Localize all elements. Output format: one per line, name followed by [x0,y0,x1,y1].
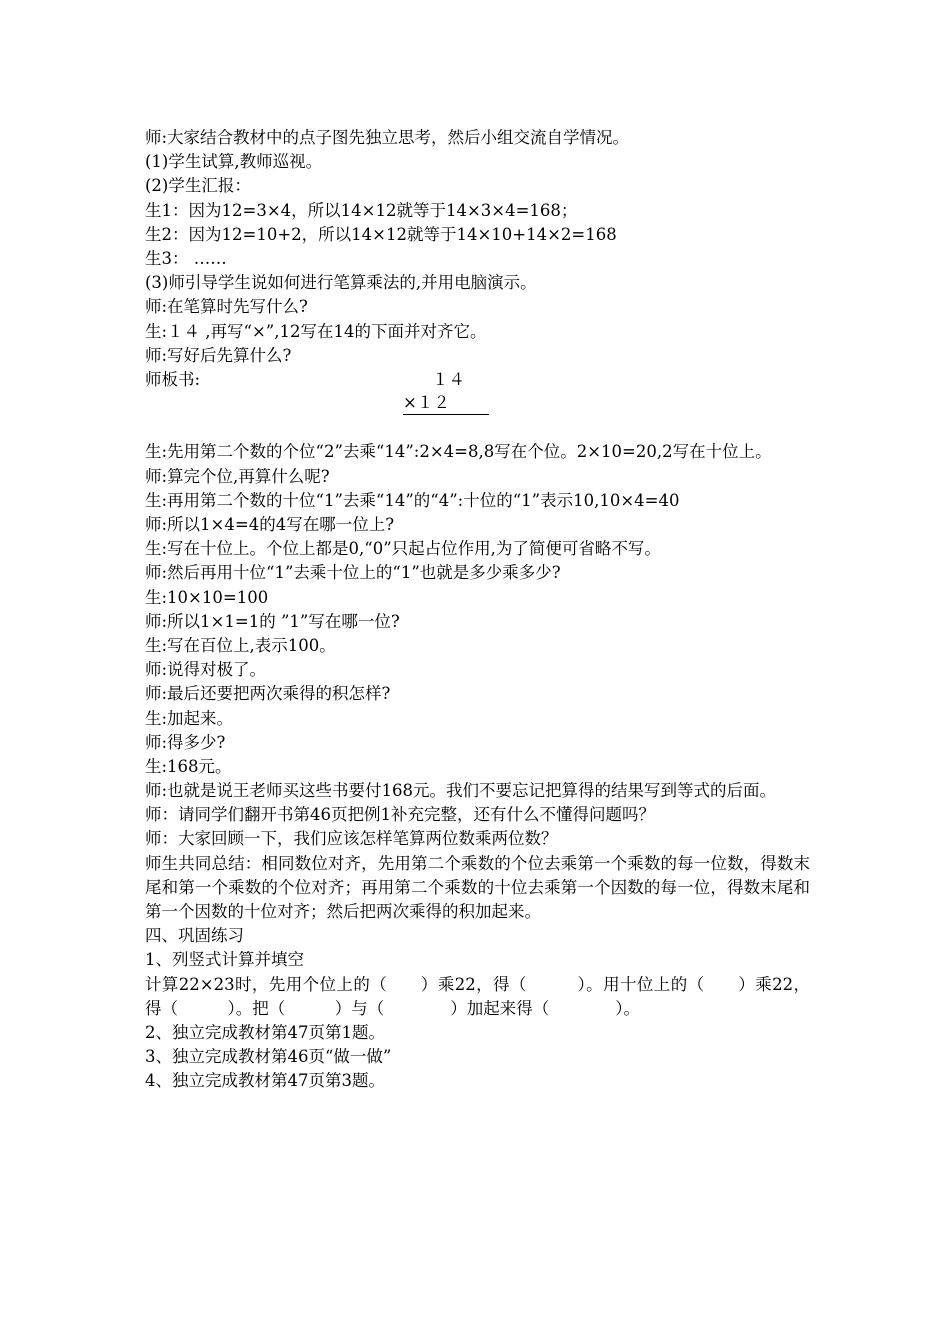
board-label: 师板书: [145,369,201,389]
section-heading: 四、巩固练习 [145,926,244,946]
text-line: 师:然后再用十位“1”去乘十位上的“1”也就是多少乘多少? [145,563,561,583]
text-line: 生:加起来。 [145,708,234,728]
text-line: 师:大家结合教材中的点子图先独立思考，然后小组交流自学情况。 [145,128,630,147]
text-line: 师:所以1×1=1的 ”1”写在哪一位? [145,611,400,631]
text-line: (2)学生汇报： [145,176,251,196]
text-paragraph: 生:先用第二个数的个位“2”去乘“14”:2×4=8,8写在个位。2×10=20,2写在十位上。 [145,442,772,462]
text-line: 生2：因为12=10+2，所以14×12就等于14×10+14×2=168 [145,224,617,244]
text-line: 师：请同学们翻开书第46页把例1补充完整，还有什么不懂得问题吗？ [145,805,655,825]
text-line: 师:在笔算时先写什么? [145,297,308,317]
text-line: 师:所以1×4=4的4写在哪一位上? [145,515,395,535]
text-paragraph: 生:再用第二个数的十位“1”去乘“14”的“4”:十位的“1”表示10,10×4=40 [145,490,680,510]
text-line: 4、独立完成教材第47页第3题。 [145,1071,385,1091]
text-line: 生:写在十位上。个位上都是0,“0”只起占位作用,为了简便可省略不写。 [145,539,661,559]
document-body [145,126,810,1094]
board-writing [145,368,810,392]
text-line: (3)师引导学生说如何进行笔算乘法的,并用电脑演示。 [145,273,537,293]
text-line: 师:说得对极了。 [145,660,267,680]
text-line: 师:得多少? [145,732,226,752]
text-line: 生1：因为12=3×4，所以14×12就等于14×3×4=168； [145,200,578,220]
text-line: 师：大家回顾一下，我们应该怎样笔算两位数乘两位数？ [145,829,558,849]
text-line: 1、列竖式计算并填空 [145,950,304,970]
text-paragraph: 师生共同总结：相同数位对齐，先用第二个乘数的个位去乘第一个乘数的每一位数，得数末尾和第一个乘数的个位对齐；再用第二个乘数的十位去乘第一个因数的每一位，得数末尾和第一个因数的十位对齐；然后把两次乘得的积加起来。 [145,853,810,922]
text-line: 师:最后还要把两次乘得的积怎样? [145,684,391,704]
fill-in-blank-question: 计算22×23时，先用个位上的（ ）乘22，得（ ）。用十位上的（ ）乘22，得（ ）。把（ ）与（ ）加起来得（ ）。 [145,974,810,1018]
text-line: (1)学生试算,教师巡视。 [145,152,323,172]
text-line: 生:10×10=100 [145,587,269,607]
text-line: 师:算完个位,再算什么呢? [145,466,330,486]
text-line: 生:写在百位上,表示100。 [145,635,336,655]
text-line: 师:写好后先算什么? [145,345,292,365]
text-line: 生:１４ ,再写“×”,12写在14的下面并对齐它。 [145,321,487,341]
spacer [145,416,810,440]
board-writing-row2 [145,392,810,416]
text-line: 2、独立完成教材第47页第1题。 [145,1023,385,1043]
text-line: 生3： …… [145,248,227,268]
text-line: 生:168元。 [145,756,232,776]
text-line: 3、独立完成教材第46页“做一做” [145,1047,392,1067]
text-paragraph: 师:也就是说王老师买这些书要付168元。我们不要忘记把算得的结果写到等式的后面。 [145,781,777,801]
vertical-multiplier: ×１２ [403,392,489,415]
vertical-multiplicand: １４ [432,369,465,389]
